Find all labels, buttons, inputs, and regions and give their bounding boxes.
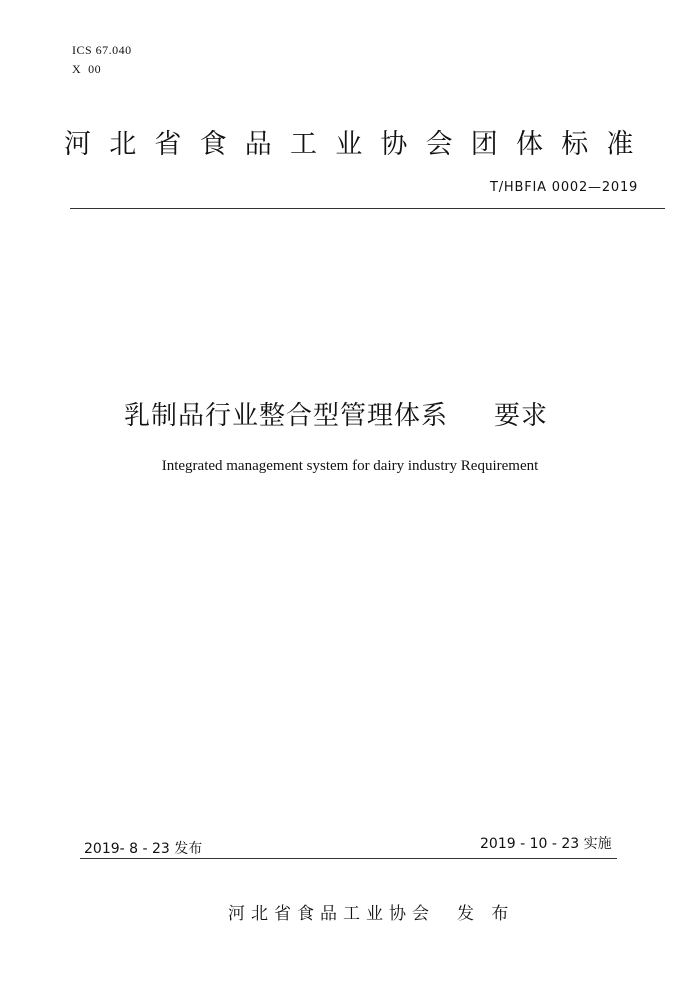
ics-code: ICS 67.040: [72, 43, 132, 57]
implementation-date: 2019 - 10 - 23 实施: [480, 836, 612, 852]
footer-divider: [80, 858, 617, 859]
issuer-organization: 河北省食品工业协会: [228, 904, 435, 924]
classification-codes: [72, 41, 132, 79]
document-title-suffix: 要求: [494, 401, 549, 431]
issuer-line: [228, 899, 514, 924]
ccs-code: X 00: [72, 62, 102, 76]
document-title-english: Integrated management system for dairy industry Requirement: [161, 458, 539, 474]
document-title-chinese: [124, 395, 548, 432]
header-divider: [70, 208, 665, 209]
publication-date: 2019- 8 - 23 发布: [84, 841, 203, 857]
issuer-action: 发 布: [457, 904, 515, 924]
org-standard-title: 河北省食品工业协会团体标准: [64, 129, 652, 160]
standard-number: T/HBFIA 0002—2019: [490, 180, 639, 195]
document-title-main: 乳制品行业整合型管理体系: [124, 401, 449, 431]
